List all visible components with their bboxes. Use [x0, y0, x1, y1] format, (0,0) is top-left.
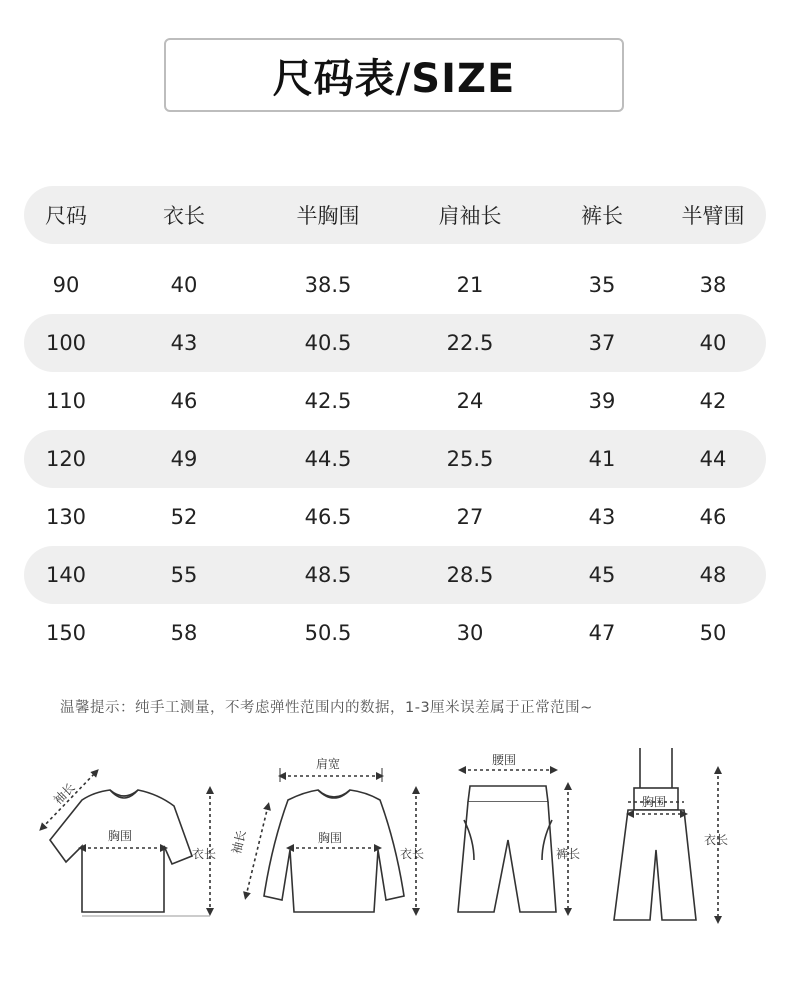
garment-diagrams-svg [24, 740, 766, 980]
cell-pants-length: 35 [588, 273, 616, 297]
cell-pants-length: 41 [588, 447, 616, 471]
cell-length: 52 [170, 505, 198, 529]
cell-shoulder-sleeve: 21 [456, 273, 484, 297]
shorts-waist-label: 腰围 [492, 753, 517, 767]
header-cell-half-chest: 半胸围 [296, 204, 360, 228]
cell-half-arm: 50 [699, 621, 727, 645]
tshirt-length-label: 衣长 [192, 847, 217, 861]
cell-size: 110 [45, 389, 87, 413]
size-table [24, 186, 766, 662]
sweater-chest-label: 胸围 [318, 831, 343, 845]
cell-shoulder-sleeve: 30 [456, 621, 484, 645]
cell-size: 120 [45, 447, 87, 471]
header-cell-length: 衣长 [163, 204, 205, 228]
cell-shoulder-sleeve: 24 [456, 389, 484, 413]
sweater-shoulder-label: 肩宽 [316, 757, 341, 771]
header-cell-half-arm: 半臂围 [681, 204, 745, 228]
cell-shoulder-sleeve: 27 [456, 505, 484, 529]
table-row [24, 256, 766, 314]
overalls-chest-label: 胸围 [642, 795, 667, 809]
cell-size: 130 [45, 505, 87, 529]
cell-half-chest: 46.5 [304, 505, 352, 529]
table-header-row [24, 186, 766, 244]
size-chart-title: 尺码表/SIZE [164, 38, 624, 112]
shorts-diagram [458, 770, 568, 912]
cell-length: 40 [170, 273, 198, 297]
cell-length: 49 [170, 447, 198, 471]
cell-shoulder-sleeve: 22.5 [446, 331, 494, 355]
cell-pants-length: 47 [588, 621, 616, 645]
cell-half-arm: 40 [699, 331, 727, 355]
cell-length: 46 [170, 389, 198, 413]
overalls-length-label: 衣长 [704, 833, 729, 847]
shorts-length-label: 裤长 [556, 847, 581, 861]
table-row [24, 372, 766, 430]
cell-shoulder-sleeve: 25.5 [446, 447, 494, 471]
measurement-note: 温馨提示：纯手工测量，不考虑弹性范围内的数据，1-3厘米误差属于正常范围~ [60, 700, 593, 716]
sweater-sleeve-label: 袖长 [229, 828, 249, 856]
cell-length: 58 [170, 621, 198, 645]
table-row [24, 604, 766, 662]
cell-half-chest: 42.5 [304, 389, 352, 413]
cell-half-chest: 44.5 [304, 447, 352, 471]
tshirt-sleeve-label: 袖长 [50, 780, 78, 808]
cell-size: 150 [45, 621, 87, 645]
header-cell-shoulder-sleeve: 肩袖长 [438, 204, 502, 228]
header-cell-size: 尺码 [45, 204, 87, 228]
header-cell-pants-length: 裤长 [581, 204, 623, 228]
cell-pants-length: 39 [588, 389, 616, 413]
cell-half-arm: 44 [699, 447, 727, 471]
cell-half-arm: 48 [699, 563, 727, 587]
measurement-diagrams [24, 740, 766, 980]
cell-half-arm: 46 [699, 505, 727, 529]
cell-size: 90 [52, 273, 80, 297]
cell-length: 43 [170, 331, 198, 355]
overalls-diagram [614, 748, 718, 920]
cell-half-chest: 48.5 [304, 563, 352, 587]
cell-half-chest: 38.5 [304, 273, 352, 297]
table-row [24, 488, 766, 546]
table-row [24, 430, 766, 488]
cell-half-chest: 50.5 [304, 621, 352, 645]
sweater-length-label: 衣长 [400, 847, 425, 861]
cell-half-chest: 40.5 [304, 331, 352, 355]
tshirt-chest-label: 胸围 [108, 829, 133, 843]
cell-half-arm: 42 [699, 389, 727, 413]
table-row [24, 546, 766, 604]
cell-length: 55 [170, 563, 198, 587]
cell-size: 140 [45, 563, 87, 587]
cell-half-arm: 38 [699, 273, 727, 297]
cell-pants-length: 43 [588, 505, 616, 529]
cell-pants-length: 37 [588, 331, 616, 355]
table-row [24, 314, 766, 372]
cell-shoulder-sleeve: 28.5 [446, 563, 494, 587]
cell-size: 100 [45, 331, 87, 355]
cell-pants-length: 45 [588, 563, 616, 587]
